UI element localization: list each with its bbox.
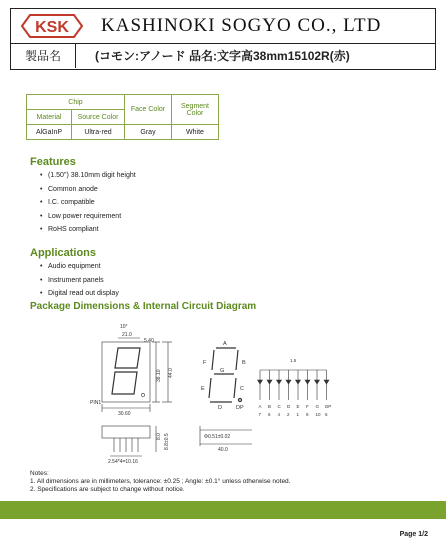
feature-item: • RoHS compliant [40,226,136,240]
application-item: • Digital read out display [40,290,119,304]
circuit-pin-label: 1 [296,412,300,417]
diode-icon [296,380,301,384]
dim-pin1: PIN1 [90,400,102,406]
circuit-pin-label: 7 [258,412,262,417]
front-dimension-drawing [90,318,190,468]
seg-label-d: D [218,405,222,410]
diode-icon [305,380,310,384]
feature-item: • (1.50") 38.10mm digit height [40,172,136,186]
circuit-seg-label: D [287,404,291,409]
segment-color-value: White [172,125,219,140]
circuit-seg-label: F [306,404,309,409]
application-item: • Audio equipment [40,263,119,277]
dim-height-2: 44.0 [168,368,174,378]
seg-label-f: F [203,360,207,366]
circuit-seg-label: B [268,404,272,409]
applications-list [40,263,119,304]
ksk-logo [19,13,85,39]
application-item: • Instrument panels [40,277,119,291]
dim-dp-offset: 5.40 [144,338,154,344]
spec-table [26,94,219,140]
pin-dimension-drawing [196,424,256,454]
dim-pin-length: 40.0 [218,447,228,453]
header-product-row [11,44,435,68]
source-color-value: Ultra-red [72,125,125,140]
material-value: AlGaInP [27,125,72,140]
note-item: 2. Specifications are subject to change without notice. [30,486,185,493]
circuit-pin-label: 10 [315,412,321,417]
seg-label-e: E [201,386,205,392]
header-title-row [11,9,435,44]
circuit-pin-label: 2 [287,412,290,417]
circuit-pin-label: 5 [325,412,328,417]
circuit-seg-label: A [258,404,262,409]
dim-top-width: 21.0 [122,332,132,338]
feature-item: • Low power requirement [40,213,136,227]
seg-label-a: A [223,341,227,347]
logo-text: KSK [35,19,69,36]
face-color-value: Gray [125,125,172,140]
seg-label-c: C [240,386,244,392]
company-name: KASHINOKI SOGYO CO., LTD [101,15,382,36]
seg-label-dp: DP [236,405,244,410]
page-number: Page 1/2 [399,531,428,538]
dim-depth-1: 8.0 [156,433,162,440]
source-color-header: Source Color [72,110,125,125]
notes [30,470,290,494]
circuit-diagram [250,356,340,424]
circuit-pitch: 1.5 [290,358,297,363]
applications-title: Applications [30,247,97,259]
material-header: Material [27,110,72,125]
segment-color-header: Segment Color [172,95,219,125]
document-header [10,8,436,70]
features-title: Features [30,156,76,168]
note-item: 1. All dimensions are in millimeters, tolerance: ±0.25 ; Angle: ±0.1° unless otherwise noted. [30,478,291,485]
diode-icon [277,380,282,384]
diode-icon [286,380,291,384]
product-label: 製品名 [11,44,76,68]
dim-width: 30.60 [118,411,131,417]
circuit-pin-label: 6 [268,412,271,417]
notes-title: Notes: [30,470,49,477]
circuit-pin-label: 9 [306,412,309,417]
diode-icon [258,380,263,384]
diode-icon [315,380,320,384]
dim-angle: 10° [120,324,128,330]
features-list [40,172,136,240]
product-name: (コモン:アノード 品名:文字高38mm15102R(赤) [95,49,350,63]
dim-depth-2: 8.8±0.5 [164,433,170,450]
circuit-seg-label: E [296,404,300,409]
feature-item: • I.C. compatible [40,199,136,213]
circuit-seg-label: C [277,404,281,409]
seg-label-b: B [242,360,246,366]
circuit-pin-label: 4 [277,412,281,417]
face-color-header: Face Color [125,95,172,125]
package-title: Package Dimensions & Internal Circuit Diagram [30,301,257,312]
chip-header: Chip [27,95,125,110]
seg-label-g: G [220,368,225,374]
segment-layout-drawing [196,340,256,410]
dim-pitch: 2.54*4=10.16 [108,459,138,465]
circuit-seg-label: DP [325,404,332,409]
diode-icon [324,380,329,384]
dim-height-1: 38.10 [156,369,162,382]
dim-pin-dia: Φ0.51±0.02 [204,434,231,440]
diode-icon [267,380,272,384]
feature-item: • Common anode [40,186,136,200]
circuit-seg-label: G [315,404,320,409]
footer-bar [0,501,446,519]
